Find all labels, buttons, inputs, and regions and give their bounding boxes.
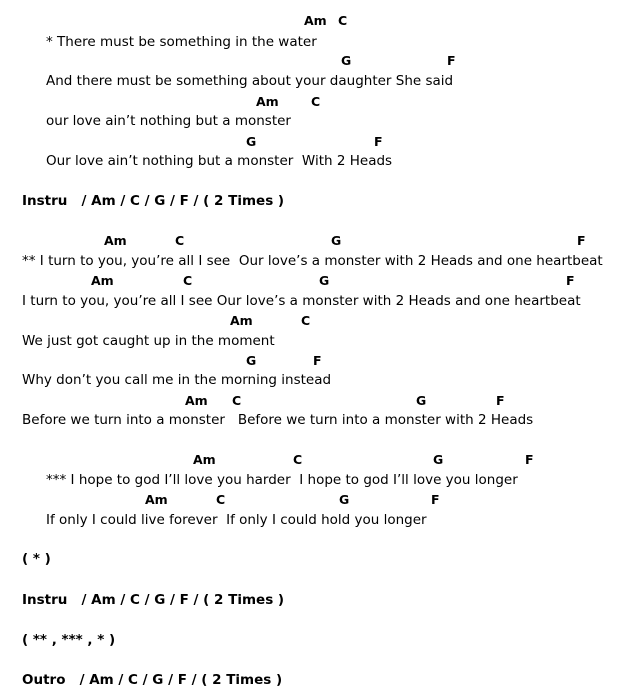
instrumental-line: Instru / Am / C / G / F / ( 2 Times ) (22, 592, 285, 608)
lyric-line: *** I hope to god I’ll love you harder I hope to god I’ll love you longer (46, 472, 518, 488)
chord: Am (230, 313, 253, 328)
lyric-line: We just got caught up in the moment (22, 333, 275, 349)
instrumental-line: Instru / Am / C / G / F / ( 2 Times ) (22, 193, 285, 209)
chord: G (339, 492, 350, 507)
chord: C (311, 94, 321, 109)
chord: G (319, 273, 330, 288)
chord: Am (256, 94, 279, 109)
lyric-line: Why don’t you call me in the morning instead (22, 372, 332, 388)
chord: G (331, 233, 342, 248)
chord: C (338, 13, 348, 28)
chord: Am (193, 452, 216, 467)
chord: F (447, 53, 456, 68)
chord: F (496, 393, 505, 408)
chord: Am (91, 273, 114, 288)
lyric-line: Our love ain’t nothing but a monster With 2 Heads (46, 153, 393, 169)
chord: F (577, 233, 586, 248)
chord: Am (185, 393, 208, 408)
chord: F (431, 492, 440, 507)
repeat-marker: ( ** , *** , * ) (22, 632, 116, 648)
chord: F (374, 134, 383, 149)
outro-line: Outro / Am / C / G / F / ( 2 Times ) (22, 672, 283, 688)
chord: G (433, 452, 444, 467)
chord: C (232, 393, 242, 408)
chord: F (566, 273, 575, 288)
chord: G (246, 134, 257, 149)
chord: F (313, 353, 322, 368)
chord: C (216, 492, 226, 507)
chord: Am (145, 492, 168, 507)
chord: G (246, 353, 257, 368)
lyric-line: Before we turn into a monster Before we turn into a monster with 2 Heads (22, 412, 534, 428)
chord: C (293, 452, 303, 467)
chord: F (525, 452, 534, 467)
lyric-line: * There must be something in the water (46, 34, 317, 50)
chord: Am (304, 13, 327, 28)
chord: G (341, 53, 352, 68)
chord: C (175, 233, 185, 248)
lyric-line: And there must be something about your daughter She said (46, 73, 454, 89)
lyric-line: ** I turn to you, you’re all I see Our love’s a monster with 2 Heads and one heartbeat (22, 253, 603, 269)
repeat-marker: ( * ) (22, 551, 51, 567)
chord: C (301, 313, 311, 328)
lyric-line: I turn to you, you’re all I see Our love’s a monster with 2 Heads and one heartbeat (22, 293, 581, 309)
chord: G (416, 393, 427, 408)
chord: Am (104, 233, 127, 248)
lyric-line: our love ain’t nothing but a monster (46, 113, 291, 129)
lyric-line: If only I could live forever If only I could hold you longer (46, 512, 427, 528)
chord: C (183, 273, 193, 288)
